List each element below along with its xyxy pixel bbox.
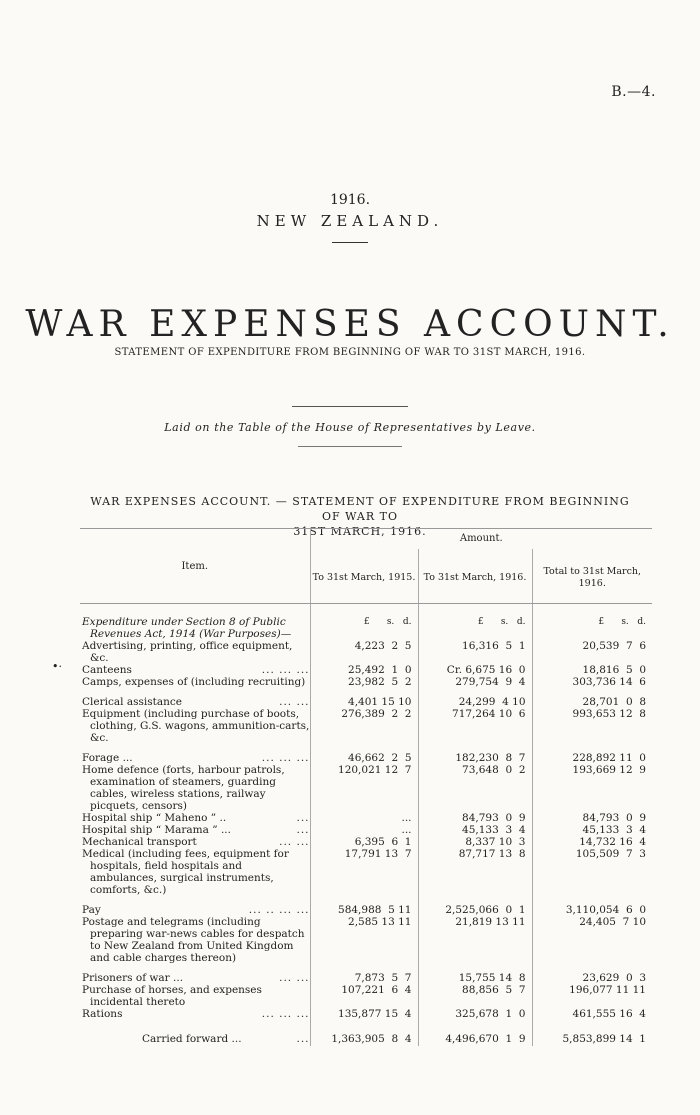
amount-1916: 8,337 10 3 xyxy=(418,836,532,848)
spacer-cell xyxy=(310,744,418,752)
item-label xyxy=(80,708,310,744)
spacer-cell xyxy=(418,896,532,904)
table-row xyxy=(80,1008,652,1020)
amount-total: 84,793 0 9 xyxy=(532,812,652,824)
amount-1915: 2,585 13 11 xyxy=(310,916,418,964)
item-text: Camps, expenses of (including recruiting) xyxy=(82,676,306,688)
page-reference: B.—4. xyxy=(611,84,656,100)
amount-total: 3,110,054 6 0 xyxy=(532,904,652,916)
item-column-header: Item. xyxy=(181,560,209,572)
item-label xyxy=(80,824,310,836)
spacer-cell xyxy=(80,1020,310,1028)
lsd-units: £ s. d. xyxy=(532,616,652,640)
table-row xyxy=(80,676,652,688)
spacer xyxy=(80,604,652,617)
table-row xyxy=(80,824,652,836)
item-label xyxy=(80,984,310,1008)
carried-forward-row xyxy=(80,1028,652,1046)
item-label xyxy=(80,848,310,896)
amount-1915: 107,221 6 4 xyxy=(310,984,418,1008)
table-heading-line1: WAR EXPENSES ACCOUNT. — STATEMENT OF EXPENDITURE FROM BEGINNING OF WAR TO xyxy=(90,495,630,523)
header-row xyxy=(80,529,652,549)
amount-1915: 23,982 5 2 xyxy=(310,676,418,688)
page-subtitle: STATEMENT OF EXPENDITURE FROM BEGINNING OF WAR TO 31ST MARCH, 1916. xyxy=(114,347,586,358)
amount-total: 18,816 5 0 xyxy=(532,664,652,676)
spacer-cell xyxy=(80,964,310,972)
spacer-cell xyxy=(532,896,652,904)
page-title: WAR EXPENSES ACCOUNT. xyxy=(25,304,675,345)
spacer xyxy=(80,896,652,904)
amount-1915: 17,791 13 7 xyxy=(310,848,418,896)
spacer-cell xyxy=(532,1020,652,1028)
leader-dots: ... ... xyxy=(279,696,310,708)
amount-total: 228,892 11 0 xyxy=(532,752,652,764)
margin-mark: •· xyxy=(52,660,62,673)
item-text: Home defence (forts, harbour patrols, examination of steamers, guarding cables, wireless stations, railway picquets, censors) xyxy=(82,764,285,812)
year: 1916. xyxy=(329,192,371,208)
carried-forward-text: Carried forward ... xyxy=(142,1033,242,1045)
spacer-cell xyxy=(310,688,418,696)
carried-forward-1915: 1,363,905 8 4 xyxy=(310,1028,418,1046)
amount-1916: 182,230 8 7 xyxy=(418,752,532,764)
item-label xyxy=(80,836,310,848)
item-text: Prisoners of war ... xyxy=(82,972,184,984)
spacer xyxy=(80,1020,652,1028)
col-header-1916: To 31st March, 1916. xyxy=(418,549,532,603)
spacer-cell xyxy=(532,964,652,972)
item-text: Forage ... xyxy=(82,752,133,764)
amount-total: 24,405 7 10 xyxy=(532,916,652,964)
expenditure-table xyxy=(80,528,652,1046)
item-text: Purchase of horses, and expenses incidental thereto xyxy=(82,984,262,1008)
table-row xyxy=(80,848,652,896)
amount-1915: 4,223 2 5 xyxy=(310,640,418,664)
leader-dots: ... xyxy=(296,812,310,824)
item-text: Advertising, printing, office equipment, &c. xyxy=(82,640,293,664)
item-label xyxy=(80,904,310,916)
col-header-1915: To 31st March, 1915. xyxy=(310,549,418,603)
item-label xyxy=(80,664,310,676)
amount-total: 196,077 11 11 xyxy=(532,984,652,1008)
leader-dots: ... ... xyxy=(279,836,310,848)
table-row xyxy=(80,752,652,764)
amount-1915: 4,401 15 10 xyxy=(310,696,418,708)
amount-1916: 87,717 13 8 xyxy=(418,848,532,896)
spacer-cell xyxy=(80,896,310,904)
amount-1916: 717,264 10 6 xyxy=(418,708,532,744)
country-heading: NEW ZEALAND. xyxy=(256,212,444,230)
spacer-cell xyxy=(418,744,532,752)
col-header-total: Total to 31st March, 1916. xyxy=(532,549,652,603)
lsd-units: £ s. d. xyxy=(418,616,532,640)
table-row xyxy=(80,836,652,848)
spacer-cell xyxy=(80,688,310,696)
amount-total: 105,509 7 3 xyxy=(532,848,652,896)
amount-1916: 24,299 4 10 xyxy=(418,696,532,708)
spacer xyxy=(80,964,652,972)
spacer-cell xyxy=(418,1020,532,1028)
leader-dots: ... ... ... xyxy=(261,752,310,764)
amount-total: 303,736 14 6 xyxy=(532,676,652,688)
spacer-cell xyxy=(418,688,532,696)
amount-1916: 45,133 3 4 xyxy=(418,824,532,836)
leader-dots: ... .. ... ... xyxy=(248,904,310,916)
amount-1915: 120,021 12 7 xyxy=(310,764,418,812)
leader-dots: ... ... ... xyxy=(261,664,310,676)
leader-dots: ... xyxy=(296,1033,310,1045)
carried-forward-total: 5,853,899 14 1 xyxy=(532,1028,652,1046)
amount-1915: 135,877 15 4 xyxy=(310,1008,418,1020)
amount-1915: 7,873 5 7 xyxy=(310,972,418,984)
spacer-cell xyxy=(310,1020,418,1028)
divider xyxy=(292,406,408,407)
amount-1916: 15,755 14 8 xyxy=(418,972,532,984)
table-row xyxy=(80,708,652,744)
table-row xyxy=(80,916,652,964)
item-label xyxy=(80,812,310,824)
amount-1915: 25,492 1 0 xyxy=(310,664,418,676)
spacer xyxy=(80,744,652,752)
amount-1916: 16,316 5 1 xyxy=(418,640,532,664)
table-row xyxy=(80,904,652,916)
amount-total: 20,539 7 6 xyxy=(532,640,652,664)
amount-1916: 84,793 0 9 xyxy=(418,812,532,824)
amount-1916: 2,525,066 0 1 xyxy=(418,904,532,916)
amount-total: 23,629 0 3 xyxy=(532,972,652,984)
item-text: Pay xyxy=(82,904,101,916)
leader-dots: ... xyxy=(296,824,310,836)
item-text: Clerical assistance xyxy=(82,696,182,708)
spacer-cell xyxy=(80,744,310,752)
spacer-cell xyxy=(310,964,418,972)
item-label xyxy=(80,916,310,964)
divider xyxy=(298,446,402,447)
table-row xyxy=(80,696,652,708)
table-row xyxy=(80,764,652,812)
item-text: Medical (including fees, equipment for hospitals, field hospitals and ambulances, surgical instruments, comforts, &c.) xyxy=(82,848,289,896)
amount-1916: 21,819 13 11 xyxy=(418,916,532,964)
laid-on-table-note: Laid on the Table of the House of Representatives by Leave. xyxy=(164,421,536,434)
amount-1915: 6,395 6 1 xyxy=(310,836,418,848)
spacer-cell xyxy=(532,744,652,752)
item-text: Hospital ship “ Maheno ” .. xyxy=(82,812,227,824)
amount-1916: 88,856 5 7 xyxy=(418,984,532,1008)
item-label xyxy=(80,1008,310,1020)
amount-1916: 73,648 0 2 xyxy=(418,764,532,812)
table-row xyxy=(80,812,652,824)
item-text: Postage and telegrams (including preparing war-news cables for despatch to New Zealand from United Kingdom and cable charges thereon) xyxy=(82,916,305,964)
amount-1915: 46,662 2 5 xyxy=(310,752,418,764)
amount-total: 28,701 0 8 xyxy=(532,696,652,708)
spacer-cell xyxy=(418,964,532,972)
lsd-units: £ s. d. xyxy=(310,616,418,640)
table-row xyxy=(80,664,652,676)
leader-dots: ... ... ... xyxy=(261,1008,310,1020)
item-text: Rations xyxy=(82,1008,123,1020)
item-label xyxy=(80,972,310,984)
item-label xyxy=(80,764,310,812)
table-row xyxy=(80,984,652,1008)
amount-1916: 279,754 9 4 xyxy=(418,676,532,688)
amount-1916: Cr. 6,675 16 0 xyxy=(418,664,532,676)
table-row xyxy=(80,972,652,984)
amount-1915: ... xyxy=(310,824,418,836)
leader-dots: ... ... xyxy=(279,972,310,984)
item-text: Equipment (including purchase of boots, clothing, G.S. wagons, ammunition-carts, &c. xyxy=(82,708,310,744)
table-heading-line2: 31ST MARCH, 1916. xyxy=(293,525,427,538)
amount-1915: 584,988 5 11 xyxy=(310,904,418,916)
amount-total: 461,555 16 4 xyxy=(532,1008,652,1020)
carried-forward-label xyxy=(80,1028,310,1046)
item-label xyxy=(80,752,310,764)
item-text: Mechanical transport xyxy=(82,836,197,848)
section-row xyxy=(80,616,652,640)
section-heading: Expenditure under Section 8 of Public Revenues Act, 1914 (War Purposes)— xyxy=(82,616,292,640)
item-text: Hospital ship “ Marama ” ... xyxy=(82,824,231,836)
item-label xyxy=(80,696,310,708)
spacer xyxy=(80,688,652,696)
spacer-cell xyxy=(532,688,652,696)
item-text: Canteens xyxy=(82,664,132,676)
amount-column-header: Amount. xyxy=(310,529,652,549)
amount-total: 993,653 12 8 xyxy=(532,708,652,744)
divider xyxy=(332,242,368,243)
item-label xyxy=(80,640,310,664)
table-row xyxy=(80,640,652,664)
amount-total: 45,133 3 4 xyxy=(532,824,652,836)
amount-total: 193,669 12 9 xyxy=(532,764,652,812)
carried-forward-1916: 4,496,670 1 9 xyxy=(418,1028,532,1046)
amount-1916: 325,678 1 0 xyxy=(418,1008,532,1020)
amount-total: 14,732 16 4 xyxy=(532,836,652,848)
spacer-cell xyxy=(310,896,418,904)
item-label xyxy=(80,676,310,688)
amount-1915: 276,389 2 2 xyxy=(310,708,418,744)
amount-1915: ... xyxy=(310,812,418,824)
